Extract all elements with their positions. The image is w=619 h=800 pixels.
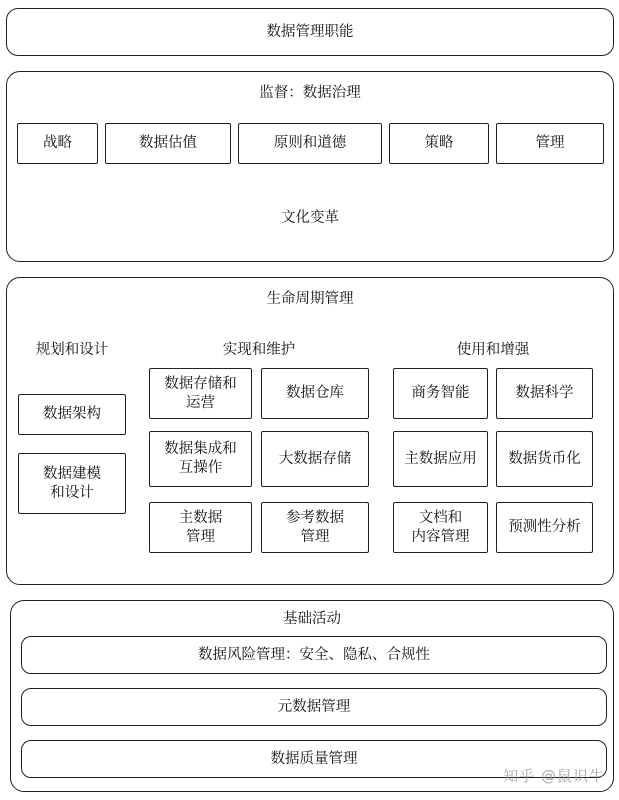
usage-item-data-monetization: 数据货币化: [496, 431, 593, 487]
usage-item-data-science: 数据科学: [496, 368, 593, 419]
usage-item-document-content-mgmt: 文档和 内容管理: [393, 502, 488, 553]
governance-item-data-valuation: 数据估值: [105, 123, 231, 164]
implementation-item-data-warehouse: 数据仓库: [261, 368, 369, 419]
lifecycle-title: 生命周期管理: [266, 291, 354, 307]
planning-title: 规划和设计: [35, 342, 109, 358]
foundation-item-data-quality-management: 数据质量管理: [21, 740, 607, 778]
usage-item-business-intelligence: 商务智能: [393, 368, 488, 419]
foundation-title: 基础活动: [283, 611, 341, 627]
culture-change-label: 文化变革: [281, 210, 339, 226]
implementation-item-storage-ops: 数据存储和 运营: [149, 368, 252, 419]
implementation-item-master-data-mgmt: 主数据 管理: [149, 502, 252, 553]
implementation-item-integration: 数据集成和 互操作: [149, 431, 252, 487]
usage-item-master-data-usage: 主数据应用: [393, 431, 488, 487]
governance-item-principles-ethics: 原则和道德: [238, 123, 382, 164]
foundation-item-risk-management: 数据风险管理：安全、隐私、合规性: [21, 636, 607, 674]
planning-item-data-modeling: 数据建模 和设计: [18, 453, 126, 514]
governance-item-stewardship: 管理: [496, 123, 604, 164]
implementation-item-reference-data-mgmt: 参考数据 管理: [261, 502, 369, 553]
usage-title: 使用和增强: [456, 342, 530, 358]
usage-item-predictive-analytics: 预测性分析: [496, 502, 593, 553]
implementation-item-big-data-storage: 大数据存储: [261, 431, 369, 487]
implementation-title: 实现和维护: [222, 342, 296, 358]
governance-title: 监督：数据治理: [259, 85, 361, 101]
governance-item-strategy: 战略: [17, 123, 98, 164]
banner-title: 数据管理职能: [266, 23, 354, 40]
data-management-functions-banner: [6, 8, 614, 56]
zhihu-watermark: 知乎 @鼠识牛: [503, 767, 605, 785]
governance-item-policy: 策略: [389, 123, 489, 164]
foundation-item-metadata-management: 元数据管理: [21, 688, 607, 726]
planning-item-data-architecture: 数据架构: [18, 394, 126, 435]
